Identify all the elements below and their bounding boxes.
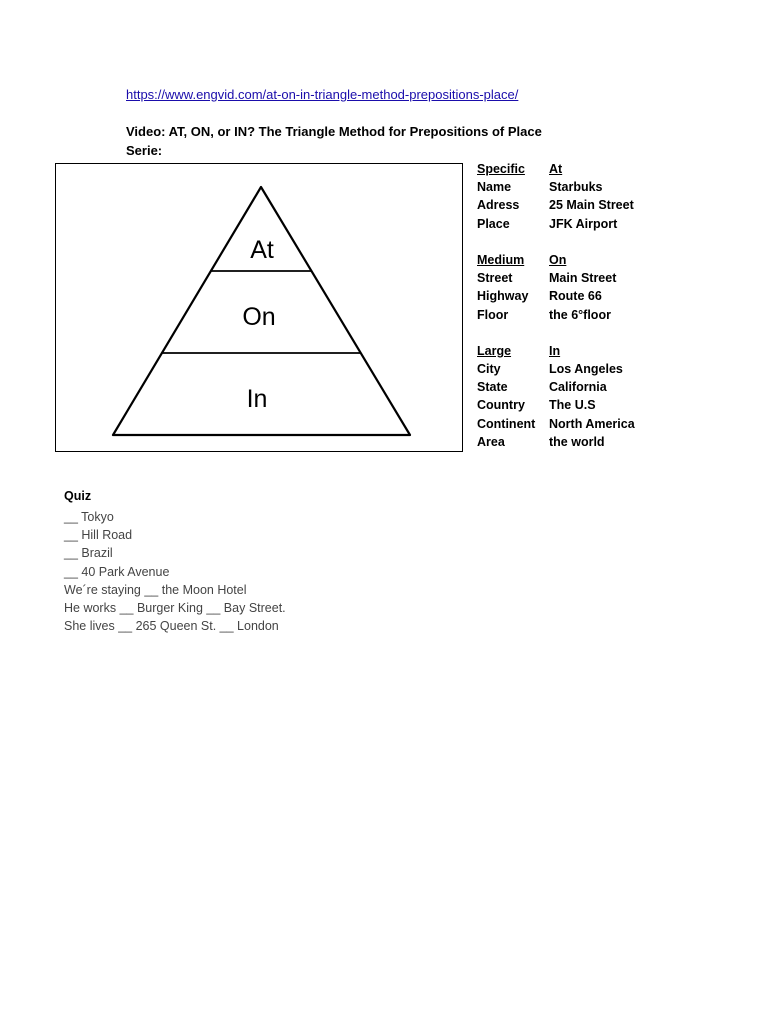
reference-value: 25 Main Street [549,198,634,213]
section-gap [477,324,659,342]
quiz-list [64,508,286,635]
reference-key: Highway [477,289,529,304]
specific-heading: Specific [477,162,525,176]
medium-header [477,251,659,269]
reference-key: Street [477,271,513,286]
pyramid-label-on: On [242,303,276,331]
reference-value: Los Angeles [549,362,623,377]
pyramid-label-at: At [250,236,274,264]
reference-value: The U.S [549,398,596,413]
reference-value: JFK Airport [549,216,618,231]
reference-row [477,178,659,196]
pyramid-label-in: In [246,385,268,413]
medium-preposition: On [549,252,567,267]
reference-row [477,215,659,233]
reference-key: Area [477,434,505,449]
large-heading: Large [477,343,512,358]
reference-value: North America [549,416,635,431]
pyramid-figure [55,163,463,452]
reference-row [477,306,659,324]
reference-value: Route 66 [549,289,602,304]
specific-header [477,160,659,178]
medium-heading: Medium [477,252,525,267]
quiz-item: We´re staying __ the Moon Hotel [64,582,247,597]
prepositions-reference [477,160,659,451]
reference-row [477,396,659,414]
large-preposition: In [549,343,561,358]
reference-row [477,196,659,214]
reference-key: Country [477,398,525,413]
quiz-item: __ Hill Road [64,528,133,543]
reference-key: Place [477,216,510,231]
reference-row [477,433,659,451]
reference-row [477,269,659,287]
large-header [477,342,659,360]
serie-label: Serie: [126,143,163,158]
reference-row [477,287,659,305]
reference-key: Adress [477,198,520,213]
reference-value: California [549,380,607,395]
quiz-item: __ 40 Park Avenue [64,564,170,579]
reference-key: Floor [477,307,509,322]
reference-value: Main Street [549,271,617,286]
video-title: Video: AT, ON, or IN? The Triangle Method for Prepositions of Place [126,124,542,139]
section-gap [477,233,659,251]
reference-key: Continent [477,416,536,431]
reference-value: Starbuks [549,180,603,195]
pyramid-diagram [56,164,462,451]
reference-row [477,378,659,396]
reference-value: the 6°floor [549,307,611,322]
quiz-title: Quiz [64,489,92,503]
quiz-item: __ Brazil [64,546,113,561]
reference-value: the world [549,434,605,449]
quiz-item: __ Tokyo [64,510,114,524]
specific-preposition: At [549,162,563,176]
quiz-item: He works __ Burger King __ Bay Street. [64,600,286,615]
reference-key: City [477,362,501,377]
reference-row [477,360,659,378]
engvid-link[interactable]: https://www.engvid.com/at-on-in-triangle-method-prepositions-place/ [126,87,519,102]
reference-key: Name [477,180,512,195]
reference-row [477,415,659,433]
reference-key: State [477,380,508,395]
quiz-item: She lives __ 265 Queen St. __ London [64,619,279,634]
